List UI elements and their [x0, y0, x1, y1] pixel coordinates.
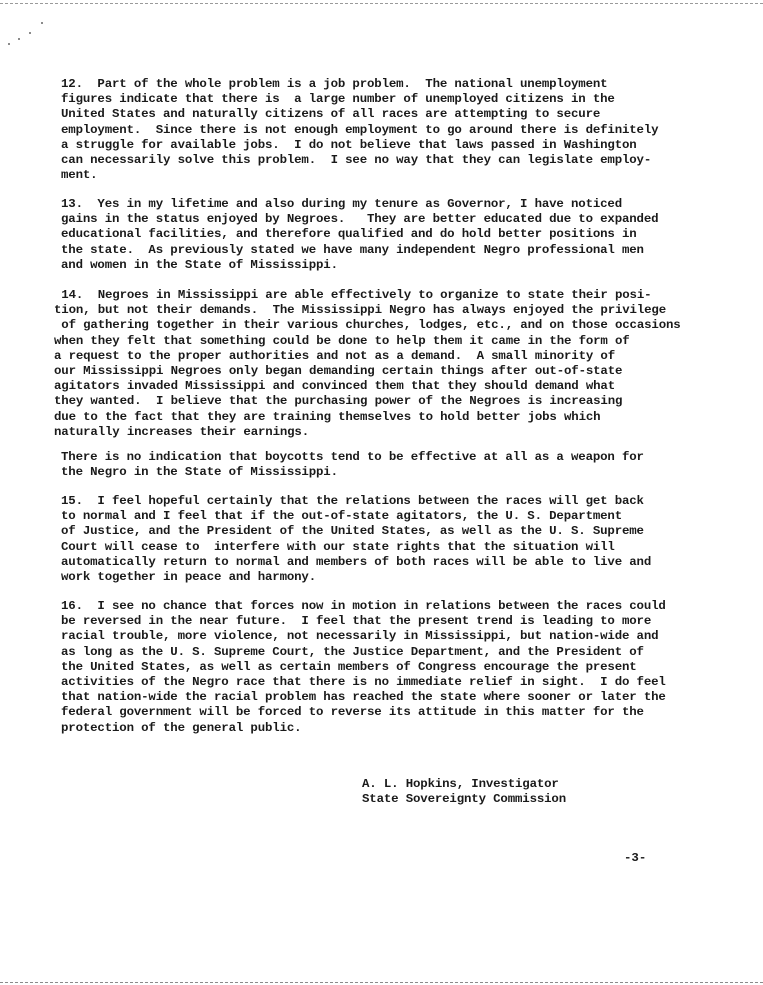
- text-line: naturally increases their earnings.: [54, 424, 309, 439]
- signature-name: A. L. Hopkins, Investigator: [362, 777, 559, 791]
- text-line: the Negro in the State of Mississippi.: [61, 465, 338, 480]
- paragraph-14: [54, 288, 681, 440]
- text-line: that nation-wide the racial problem has reached the state where sooner or later the: [61, 690, 666, 705]
- text-line: to normal and I feel that if the out-of-state agitators, the U. S. Department: [61, 509, 622, 524]
- text-line: 13. Yes in my lifetime and also during my tenure as Governor, I have noticed: [61, 197, 622, 211]
- signature-organization: State Sovereignty Commission: [362, 792, 566, 806]
- text-line: 12. Part of the whole problem is a job problem. The national unemployment: [61, 77, 608, 91]
- text-line: There is no indication that boycotts tend to be effective at all as a weapon for: [61, 450, 644, 464]
- text-line: federal government will be forced to reverse its attitude in this matter for the: [61, 705, 644, 720]
- text-line: 16. I see no chance that forces now in motion in relations between the races could: [61, 599, 666, 613]
- text-line: the United States, as well as certain members of Congress encourage the present: [61, 659, 637, 674]
- text-line: a request to the proper authorities and not as a demand. A small minority of: [54, 348, 615, 363]
- paragraph-15: [61, 494, 651, 585]
- paragraph-12: [61, 77, 658, 183]
- text-line: 14. Negroes in Mississippi are able effectively to organize to state their posi-: [54, 288, 652, 302]
- text-line: they wanted. I believe that the purchasing power of the Negroes is increasing: [54, 394, 623, 409]
- text-line: gains in the status enjoyed by Negroes. They are better educated due to expanded: [61, 212, 659, 227]
- text-line: protection of the general public.: [61, 720, 302, 735]
- scan-speck: [8, 43, 10, 45]
- text-line: activities of the Negro race that there is no immediate relief in sight. I do feel: [61, 675, 666, 690]
- text-line: of Justice, and the President of the United States, as well as the U. S. Supreme: [61, 524, 644, 539]
- paragraph-boycotts: [61, 450, 644, 480]
- bottom-edge-rule: [0, 982, 763, 983]
- paragraph-16: [61, 599, 666, 736]
- text-line: and women in the State of Mississippi.: [61, 257, 338, 272]
- text-line: due to the fact that they are training themselves to hold better jobs which: [54, 409, 601, 424]
- text-line: Court will cease to interfere with our state rights that the situation will: [61, 539, 615, 554]
- text-line: work together in peace and harmony.: [61, 570, 316, 585]
- text-line: a struggle for available jobs. I do not believe that laws passed in Washington: [61, 137, 637, 152]
- text-line: figures indicate that there is a large number of unemployed citizens in the: [61, 92, 615, 107]
- scan-speck: [18, 38, 20, 40]
- text-line: our Mississippi Negroes only began demanding certain things after out-of-state: [54, 364, 623, 379]
- text-line: be reversed in the near future. I feel that the present trend is leading to more: [61, 614, 652, 629]
- text-line: 15. I feel hopeful certainly that the relations between the races will get back: [61, 494, 644, 508]
- scan-speck: [41, 22, 43, 24]
- text-line: racial trouble, more violence, not necessarily in Mississippi, but nation-wide and: [61, 629, 659, 644]
- text-line: can necessarily solve this problem. I see no way that they can legislate employ-: [61, 153, 652, 168]
- text-line: when they felt that something could be done to help them it came in the form of: [54, 333, 630, 348]
- text-line: automatically return to normal and members of both races will be able to live and: [61, 554, 652, 569]
- text-line: of gathering together in their various churches, lodges, etc., and on those occasions: [54, 318, 681, 333]
- text-line: as long as the U. S. Supreme Court, the Justice Department, and the President of: [61, 644, 644, 659]
- text-line: educational facilities, and therefore qualified and do hold better positions in: [61, 227, 637, 242]
- text-line: employment. Since there is not enough employment to go around there is definitely: [61, 122, 659, 137]
- text-line: tion, but not their demands. The Mississippi Negro has always enjoyed the privilege: [54, 303, 666, 318]
- text-line: agitators invaded Mississippi and convinced them that they should demand what: [54, 379, 615, 394]
- text-line: the state. As previously stated we have many independent Negro professional men: [61, 242, 644, 257]
- paragraph-13: [61, 197, 658, 273]
- text-line: United States and naturally citizens of all races are attempting to secure: [61, 107, 601, 122]
- top-edge-rule: [0, 3, 763, 4]
- text-line: ment.: [61, 168, 98, 183]
- page-number: -3-: [624, 851, 647, 865]
- scan-speck: [29, 32, 31, 34]
